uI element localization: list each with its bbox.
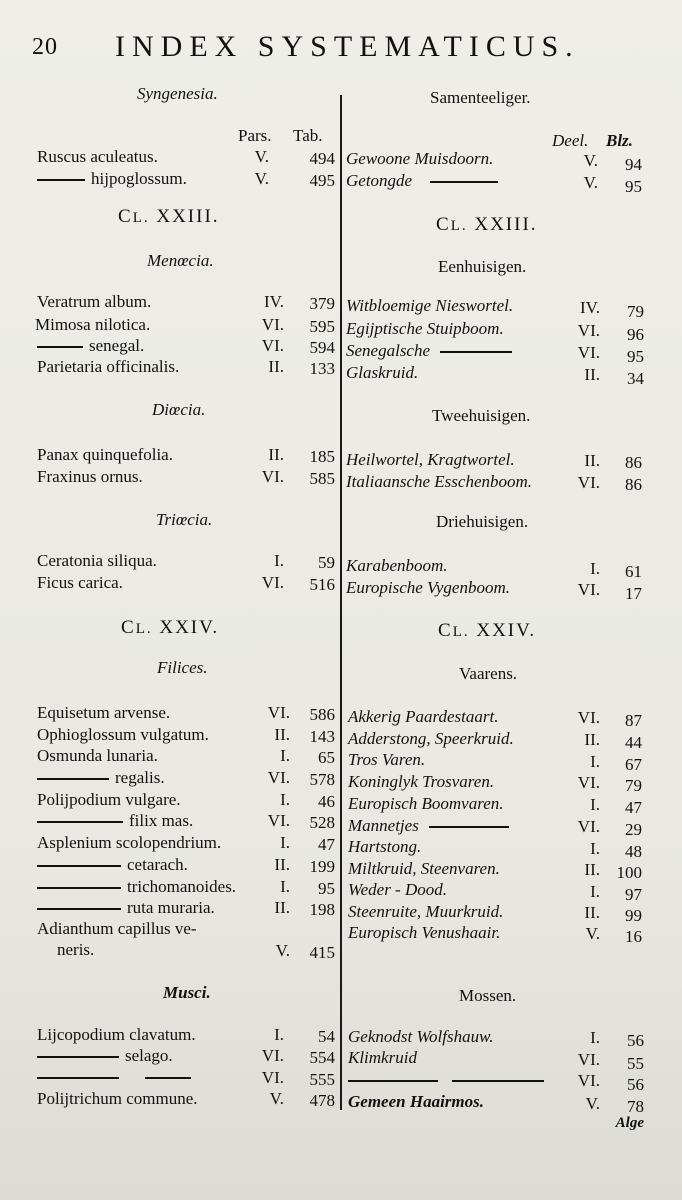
right-entry: Miltkruid, Steenvaren. bbox=[348, 859, 500, 878]
left-pars: I. bbox=[274, 551, 284, 570]
left-tab: 47 bbox=[318, 835, 335, 854]
left-pars: IV. bbox=[264, 292, 284, 311]
left-entry bbox=[37, 768, 165, 788]
right-entry: Gewoone Muisdoorn. bbox=[346, 149, 494, 168]
right-blz: 94 bbox=[625, 155, 642, 174]
left-pars: VI. bbox=[267, 768, 290, 787]
left-tab: 578 bbox=[309, 770, 335, 789]
left-tab: 495 bbox=[309, 171, 335, 190]
left-entry bbox=[37, 169, 187, 189]
right-deel: II. bbox=[584, 451, 600, 470]
left-dash bbox=[37, 1077, 119, 1079]
right-blz: 44 bbox=[625, 733, 642, 752]
right-entry: Steenruite, Muurkruid. bbox=[348, 902, 504, 921]
right-deel: V. bbox=[583, 173, 598, 192]
right-blz: 100 bbox=[616, 863, 642, 882]
left-entry: Fraxinus ornus. bbox=[37, 467, 143, 486]
right-entry: Klimkruid bbox=[348, 1048, 417, 1067]
left-pars: VI. bbox=[261, 573, 284, 592]
right-blz: 16 bbox=[625, 927, 642, 946]
right-dash bbox=[348, 1080, 438, 1082]
left-entry: Parietaria officinalis. bbox=[37, 357, 180, 376]
right-deel: II. bbox=[584, 860, 600, 879]
left-pars: I. bbox=[280, 877, 290, 896]
left-tab: 516 bbox=[309, 575, 335, 594]
class-number: XXIV. bbox=[159, 617, 220, 638]
class-letter: C bbox=[121, 617, 136, 638]
left-entry bbox=[37, 336, 144, 356]
left-pars: II. bbox=[268, 357, 284, 376]
left-entry: Polijtrichum commune. bbox=[37, 1089, 198, 1108]
left-entry-text: regalis. bbox=[115, 768, 165, 787]
right-entry bbox=[346, 171, 504, 191]
right-heading-tweehuisigen: Tweehuisigen. bbox=[432, 406, 531, 425]
right-deel: V. bbox=[585, 924, 600, 943]
right-heading-mossen: Mossen. bbox=[459, 986, 517, 1005]
left-entry bbox=[37, 855, 188, 875]
left-pars: VI. bbox=[261, 1046, 284, 1065]
class-number: XXIII. bbox=[156, 206, 220, 227]
right-deel: VI. bbox=[577, 773, 600, 792]
right-deel: I. bbox=[590, 839, 600, 858]
right-blz: 29 bbox=[625, 820, 642, 839]
class-letter: C bbox=[436, 214, 451, 235]
right-entry: Europisch Boomvaren. bbox=[348, 794, 504, 813]
left-pars: VI. bbox=[261, 467, 284, 486]
right-deel: I. bbox=[590, 559, 600, 578]
right-class-23 bbox=[436, 214, 538, 236]
left-entry bbox=[37, 898, 215, 918]
left-tab: 133 bbox=[309, 359, 335, 378]
right-blz: 97 bbox=[625, 885, 642, 904]
right-entry: Europische Vygenboom. bbox=[346, 578, 510, 597]
left-entry: Ruscus aculeatus. bbox=[37, 147, 158, 166]
right-entry: Witbloemige Nieswortel. bbox=[346, 296, 514, 315]
left-pars: I. bbox=[280, 746, 290, 765]
right-blz: 34 bbox=[627, 369, 644, 388]
left-pars: II. bbox=[274, 725, 290, 744]
left-entry: Ficus carica. bbox=[37, 573, 123, 592]
right-blz: 87 bbox=[625, 711, 642, 730]
right-blz: 79 bbox=[625, 776, 642, 795]
right-blz: 78 bbox=[627, 1097, 644, 1116]
left-heading-menoecia: Menœcia. bbox=[147, 251, 214, 270]
right-blz: 96 bbox=[627, 325, 644, 344]
right-blz: 47 bbox=[625, 798, 642, 817]
right-blz: 17 bbox=[625, 584, 642, 603]
right-entry: Gemeen Haairmos. bbox=[348, 1092, 484, 1111]
left-entry: Ceratonia siliqua. bbox=[37, 551, 157, 570]
right-entry: Adderstong, Speerkruid. bbox=[348, 729, 514, 748]
right-entry-text: Mannetjes bbox=[348, 816, 419, 835]
right-blz: 48 bbox=[625, 842, 642, 861]
left-entry: Polijpodium vulgare. bbox=[37, 790, 181, 809]
left-entry-text: cetarach. bbox=[127, 855, 188, 874]
left-pars: V. bbox=[269, 1089, 284, 1108]
left-heading-syngenesia: Syngenesia. bbox=[137, 84, 218, 103]
right-entry: Heilwortel, Kragtwortel. bbox=[346, 450, 515, 469]
right-blz: 79 bbox=[627, 302, 644, 321]
left-pars: V. bbox=[254, 169, 269, 188]
left-tab: 95 bbox=[318, 879, 335, 898]
left-tab: 46 bbox=[318, 792, 335, 811]
right-entry: Egijptische Stuipboom. bbox=[346, 319, 504, 338]
right-deel: VI. bbox=[577, 817, 600, 836]
page-title: INDEX SYSTEMATICUS. bbox=[115, 30, 580, 63]
left-entry bbox=[37, 1046, 173, 1066]
left-col-pars: Pars. bbox=[238, 126, 272, 145]
left-class-24 bbox=[121, 617, 219, 639]
right-blz: 55 bbox=[627, 1054, 644, 1073]
left-class-23 bbox=[118, 206, 220, 228]
left-tab: 586 bbox=[309, 705, 335, 724]
right-entry: Weder - Dood. bbox=[348, 880, 447, 899]
left-pars: II. bbox=[274, 855, 290, 874]
right-blz: 86 bbox=[625, 475, 642, 494]
right-col-deel: Deel. bbox=[552, 131, 589, 150]
left-pars: VI. bbox=[261, 315, 284, 334]
right-deel: VI. bbox=[577, 343, 600, 362]
right-deel: I. bbox=[590, 795, 600, 814]
left-tab: 595 bbox=[309, 317, 335, 336]
left-tab: 65 bbox=[318, 748, 335, 767]
right-blz: 67 bbox=[625, 755, 642, 774]
left-entry: Veratrum album. bbox=[37, 292, 152, 311]
right-entry: Koninglyk Trosvaren. bbox=[348, 772, 495, 791]
left-pars: II. bbox=[268, 445, 284, 464]
class-letter-sc: L. bbox=[132, 210, 150, 226]
right-entry: Glaskruid. bbox=[346, 363, 419, 382]
left-tab: 478 bbox=[309, 1091, 335, 1110]
left-entry: Osmunda lunaria. bbox=[37, 746, 158, 765]
right-col-blz: Blz. bbox=[606, 131, 633, 150]
left-tab: 494 bbox=[309, 149, 335, 168]
left-pars: VI. bbox=[267, 703, 290, 722]
right-deel: II. bbox=[584, 730, 600, 749]
left-entry: neris. bbox=[57, 940, 95, 959]
left-tab: 585 bbox=[309, 469, 335, 488]
left-tab: 143 bbox=[309, 727, 335, 746]
right-entry: Geknodst Wolfshauw. bbox=[348, 1027, 494, 1046]
left-entry: Panax quinquefolia. bbox=[37, 445, 173, 464]
left-dash bbox=[145, 1077, 191, 1079]
left-col-tab: Tab. bbox=[293, 126, 323, 145]
right-deel: I. bbox=[590, 882, 600, 901]
class-letter-sc: L. bbox=[452, 624, 470, 640]
left-pars: VI. bbox=[261, 1068, 284, 1087]
left-entry: Asplenium scolopendrium. bbox=[37, 833, 222, 852]
column-divider bbox=[340, 95, 342, 1110]
left-entry: Lijcopodium clavatum. bbox=[37, 1025, 196, 1044]
right-entry: Karabenboom. bbox=[346, 556, 448, 575]
right-blz: 95 bbox=[627, 347, 644, 366]
right-blz: 56 bbox=[627, 1031, 644, 1050]
right-blz: 61 bbox=[625, 562, 642, 581]
catchword: Alge bbox=[615, 1115, 644, 1131]
left-tab: 594 bbox=[309, 338, 335, 357]
left-tab: 54 bbox=[318, 1027, 335, 1046]
left-entry: Mimosa nilotica. bbox=[35, 315, 151, 334]
class-letter: C bbox=[438, 620, 453, 641]
right-heading-vaarens: Vaarens. bbox=[459, 664, 518, 683]
left-entry-text: filix mas. bbox=[129, 811, 194, 830]
right-dash bbox=[452, 1080, 544, 1082]
right-deel: I. bbox=[590, 752, 600, 771]
left-tab: 199 bbox=[309, 857, 335, 876]
left-pars: I. bbox=[274, 1025, 284, 1044]
left-entry-text: senegal. bbox=[89, 336, 145, 355]
left-tab: 555 bbox=[309, 1070, 335, 1089]
right-entry bbox=[346, 341, 518, 361]
left-entry-text: ruta muraria. bbox=[127, 898, 215, 917]
left-pars: VI. bbox=[267, 811, 290, 830]
page-number: 20 bbox=[32, 34, 58, 60]
right-deel: II. bbox=[584, 365, 600, 384]
right-entry bbox=[348, 816, 515, 836]
right-deel: VI. bbox=[577, 708, 600, 727]
class-letter: C bbox=[118, 206, 133, 227]
left-entry bbox=[37, 877, 236, 897]
left-entry: Ophioglossum vulgatum. bbox=[37, 725, 209, 744]
right-entry: Europisch Venushaair. bbox=[348, 923, 501, 942]
right-deel: II. bbox=[584, 903, 600, 922]
left-pars: I. bbox=[280, 833, 290, 852]
left-entry: Equisetum arvense. bbox=[37, 703, 171, 722]
left-entry-text: hijpoglossum. bbox=[91, 169, 187, 188]
right-blz: 56 bbox=[627, 1075, 644, 1094]
left-heading-dioecia: Diœcia. bbox=[152, 400, 206, 419]
right-blz: 86 bbox=[625, 453, 642, 472]
left-pars: V. bbox=[275, 941, 290, 960]
right-heading-driehuisigen: Driehuisigen. bbox=[436, 512, 529, 531]
right-entry-text: Senegalsche bbox=[346, 341, 431, 360]
class-number: XXIV. bbox=[476, 620, 537, 641]
right-deel: VI. bbox=[577, 580, 600, 599]
right-class-24 bbox=[438, 620, 536, 642]
left-tab: 554 bbox=[309, 1048, 335, 1067]
left-tab: 185 bbox=[309, 447, 335, 466]
right-entry: Hartstong. bbox=[348, 837, 422, 856]
class-letter-sc: L. bbox=[135, 621, 153, 637]
right-entry: Akkerig Paardestaart. bbox=[348, 707, 499, 726]
right-deel: V. bbox=[583, 151, 598, 170]
right-blz: 95 bbox=[625, 177, 642, 196]
left-tab: 528 bbox=[309, 813, 335, 832]
right-heading-eenhuisigen: Eenhuisigen. bbox=[438, 257, 527, 276]
left-tab: 415 bbox=[309, 943, 335, 962]
right-deel: VI. bbox=[577, 473, 600, 492]
right-deel: IV. bbox=[580, 298, 600, 317]
left-entry-text: trichomanoides. bbox=[127, 877, 237, 896]
right-entry: Tros Varen. bbox=[348, 750, 426, 769]
right-deel: VI. bbox=[577, 1071, 600, 1090]
left-heading-musci: Musci. bbox=[163, 983, 211, 1002]
class-letter-sc: L. bbox=[450, 218, 468, 234]
left-entry-text: selago. bbox=[125, 1046, 173, 1065]
left-heading-filices: Filices. bbox=[157, 658, 208, 677]
right-entry-text: Getongde bbox=[346, 171, 413, 190]
right-blz: 99 bbox=[625, 906, 642, 925]
left-pars: VI. bbox=[261, 336, 284, 355]
left-heading-trioecia: Triœcia. bbox=[156, 510, 213, 529]
left-entry bbox=[37, 811, 193, 831]
right-entry: Italiaansche Esschenboom. bbox=[346, 472, 533, 491]
right-heading-samenteeliger: Samenteeliger. bbox=[430, 88, 531, 107]
right-deel: I. bbox=[590, 1028, 600, 1047]
left-pars: I. bbox=[280, 790, 290, 809]
right-deel: VI. bbox=[577, 321, 600, 340]
left-entry: Adianthum capillus ve- bbox=[37, 919, 197, 938]
left-pars: V. bbox=[254, 147, 269, 166]
left-pars: II. bbox=[274, 898, 290, 917]
right-deel: VI. bbox=[577, 1050, 600, 1069]
right-deel: V. bbox=[585, 1094, 600, 1113]
left-tab: 59 bbox=[318, 553, 335, 572]
left-tab: 379 bbox=[309, 294, 335, 313]
left-tab: 198 bbox=[309, 900, 335, 919]
class-number: XXIII. bbox=[474, 214, 538, 235]
